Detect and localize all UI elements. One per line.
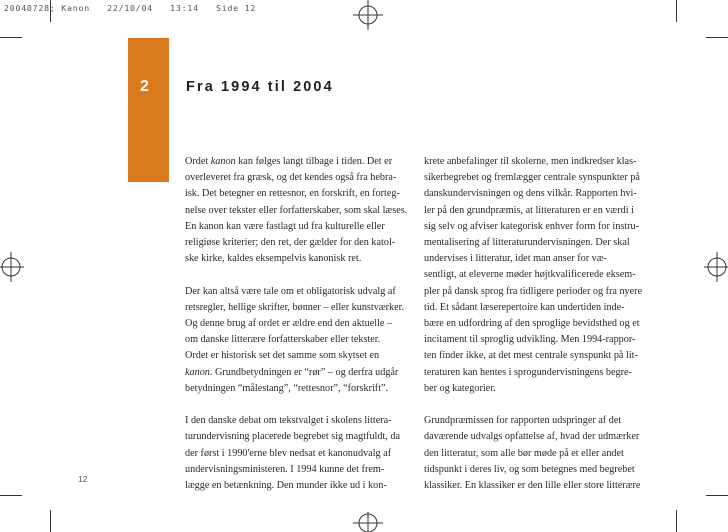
text-line: isk. Det betegner en rettesnor, en forskrift, en forteg- (185, 188, 400, 200)
text-line: der først i 1990'erne blev nedsat et kanonudvalg af (185, 447, 392, 459)
paragraph-gap (185, 267, 415, 283)
crop-mark-top-right-v (676, 0, 677, 22)
text-line: Ordet kanon kan følges langt tilbage i tiden. Det er (185, 156, 393, 167)
page-number: 12 (78, 474, 88, 484)
text-line: undervises i litteratur, idet man anser for væ- (424, 253, 607, 265)
text-line: ler på den grundpræmis, at litteraturen er en værdi i (424, 204, 634, 216)
text-line: tidspunkt i deres liv, og som betegnes med begrebet (424, 463, 635, 475)
text-line: ten finder ikke, at det mest centrale synspunkt på lit- (424, 350, 638, 362)
text-line: I den danske debat om tekstvalget i skolens littera- (185, 415, 392, 427)
text-line: tid. Et sådant læserepertoire kan undertiden inde- (424, 301, 625, 313)
print-slug: 20040728; Kanon 22/10/04 13:14 Side 12 (4, 3, 257, 13)
text-line: sig selv og afviser kategorisk enhver form for instru- (424, 220, 640, 232)
crop-mark-bottom-left-v (50, 510, 51, 532)
text-line: Ordet er historisk set det samme som skytset en (185, 350, 380, 362)
text-line: retsregler, hellige skrifter, bønner – eller kunstværker. (185, 301, 404, 313)
text-line: teraturen kan hentes i sprogundervisningens begre- (424, 366, 632, 378)
text-line: turundervisning placerede begrebet sig magtfuldt, da (185, 431, 400, 443)
crop-mark-bottom-right-v (676, 510, 677, 532)
text-line: bære en udfordring af den sproglige bevidsthed og et (424, 318, 640, 330)
text-line: Der kan altså være tale om et obligatorisk udvalg af (185, 285, 396, 297)
registration-mark-left-icon (0, 250, 24, 284)
crop-mark-bottom-right (706, 495, 728, 496)
text-line: nelse over tekster eller forfatterskaber, som skal læses. (185, 204, 408, 216)
registration-mark-top-icon (351, 0, 385, 30)
crop-mark-top-left-v (50, 0, 51, 22)
text-line: krete anbefalinger til skolerne, men indkredser klas- (424, 156, 637, 167)
crop-mark-top-left (0, 37, 22, 38)
text-line: daværende udvalgs opfattelse af, hvad der udmærker (424, 431, 640, 443)
text-line: En kanon kan være fastlagt ud fra kulturelle eller (185, 220, 385, 232)
paragraph-gap (185, 397, 415, 413)
text-column-left (185, 154, 415, 494)
chapter-title: Fra 1994 til 2004 (186, 79, 334, 95)
text-line: betydningen “målestang”, “rettesnor”, “forskrift”. (185, 382, 389, 394)
text-line: undervisningsministeren. I 1994 kunne det frem- (185, 463, 385, 475)
text-line: ber og kategorier. (424, 382, 496, 394)
text-line: danskundervisningen og dens vilkår. Rapporten hvi- (424, 188, 637, 200)
text-line: religiøse kriterier; den ret, der gælder for den katol- (185, 237, 396, 249)
text-line: sentligt, at eleverne møder højtkvalificerede eksem- (424, 269, 636, 281)
crop-mark-top-right (706, 37, 728, 38)
text-column-right (424, 154, 654, 494)
text-line: incitament til sproglig udvikling. Men 1994-rappor- (424, 334, 636, 346)
registration-mark-right-icon (704, 250, 728, 284)
text-line: klassiker. En klassiker er den lille eller store litterære (424, 480, 641, 492)
text-line: Og denne brug af ordet er ældre end den aktuelle – (185, 318, 393, 330)
chapter-color-block (128, 38, 169, 182)
text-line: pler på dansk sprog fra tidligere perioder og fra nyere (424, 285, 643, 297)
registration-mark-bottom-icon (351, 512, 385, 532)
text-line: om danske litterære forfatterskaber eller tekster. (185, 334, 381, 346)
chapter-number: 2 (140, 78, 149, 95)
text-line: overleveret fra græsk, og det kendes også fra hebra- (185, 172, 397, 184)
crop-mark-bottom-left (0, 495, 22, 496)
text-line: kanon. Grundbetydningen er “rør” – og derfra udgår (185, 366, 399, 378)
text-line: den litteratur, som alle bør møde på et eller andet (424, 447, 624, 459)
text-line: ske kirke, kaldes eksempelvis kanonisk ret. (185, 253, 362, 265)
text-line: sikerbegrebet og fremlægger centrale synspunkter på (424, 172, 640, 184)
paragraph-gap (424, 397, 654, 413)
text-line: mentalisering af litteraturundervisningen. Der skal (424, 237, 630, 249)
text-line: Grundpræmissen for rapporten udspringer af det (424, 415, 622, 427)
text-line: lægge en betænkning. Den munder ikke ud i kon- (185, 480, 387, 492)
